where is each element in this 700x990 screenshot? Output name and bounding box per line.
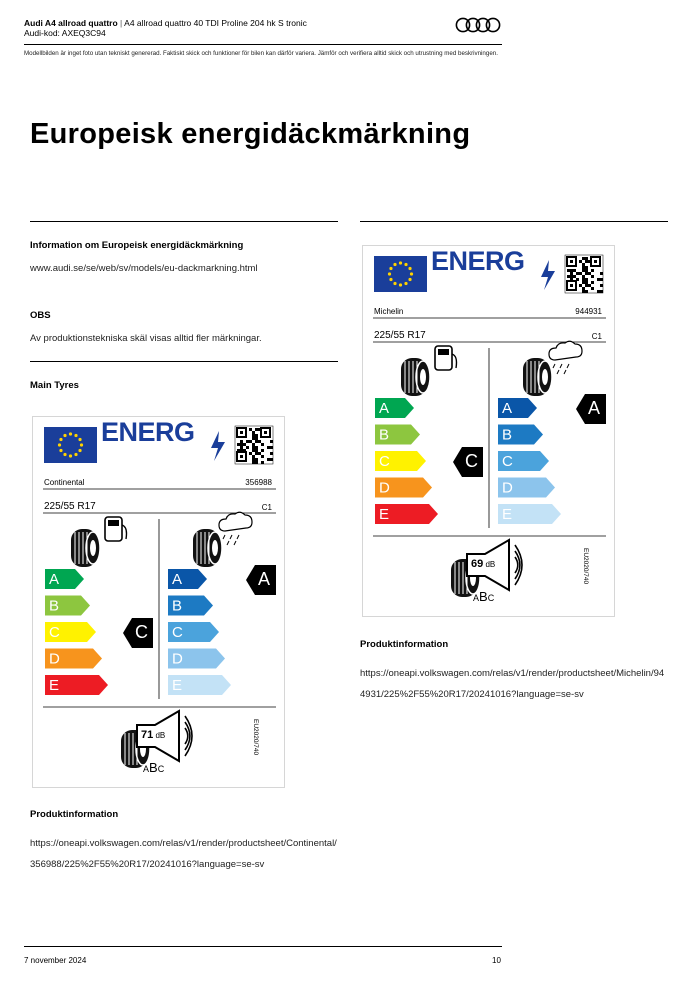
- scale-letter: E: [379, 506, 390, 523]
- product-info-heading: Produktinformation: [30, 809, 119, 820]
- footer-divider: [24, 946, 502, 947]
- fuel-efficiency-scale: [45, 569, 153, 695]
- fuel-pump-icon: [105, 517, 127, 541]
- wet-grip-scale: [168, 565, 276, 695]
- lightning-icon: [541, 260, 555, 290]
- scale-letter: D: [49, 650, 60, 668]
- fuel-efficiency-scale: [375, 398, 483, 524]
- lightning-icon: [211, 431, 225, 461]
- rating-letter: A: [258, 569, 271, 589]
- product-info-link[interactable]: https://oneapi.volkswagen.com/relas/v1/render/productsheet/Michelin/944931/225%2F55%20R17/20241016?language=se-sv: [360, 668, 665, 700]
- info-heading: Information om Europeisk energidäckmärkning: [30, 240, 244, 251]
- regulation-number: EU2020/740: [252, 719, 259, 756]
- model-detail: A4 allroad quattro 40 TDI Proline 204 hk S tronic: [124, 18, 307, 28]
- scale-letter: E: [172, 677, 183, 694]
- tyre-brand: Michelin: [374, 307, 404, 316]
- noise-class: [143, 760, 165, 775]
- scale-letter: B: [502, 426, 513, 444]
- article-number: 944931: [575, 307, 602, 316]
- footer-date: 7 november 2024: [24, 956, 87, 965]
- regulation-number: EU2020/740: [582, 548, 589, 585]
- noise-class-letter: A: [473, 593, 480, 603]
- tyre-class: C1: [591, 332, 602, 341]
- qr-code-icon: [235, 426, 273, 464]
- tyre-class: C1: [261, 503, 272, 512]
- qr-code-icon: [565, 255, 603, 293]
- noise-value: [141, 730, 165, 741]
- section-divider: [30, 361, 338, 362]
- fuel-pump-icon: [435, 346, 457, 370]
- scale-letter: D: [379, 479, 390, 497]
- obs-text: Av produktionstekniska skäl visas alltid fler märkningar.: [30, 333, 262, 344]
- header-divider: [24, 44, 502, 45]
- main-tyres-heading: Main Tyres: [30, 380, 79, 391]
- noise-class: [473, 589, 495, 604]
- page-number: 10: [492, 956, 501, 965]
- audi-code: Audi-kod: AXEQ3C94: [24, 28, 106, 38]
- energ-logo-text: ENERG: [101, 417, 195, 447]
- scale-letter: A: [379, 400, 390, 417]
- obs-heading: OBS: [30, 310, 51, 321]
- scale-letter: B: [49, 597, 60, 615]
- wet-grip-scale: [498, 394, 606, 524]
- scale-letter: D: [172, 650, 183, 668]
- rain-cloud-icon: [219, 512, 252, 545]
- energy-label-continental: [32, 416, 285, 788]
- rating-letter: A: [588, 398, 601, 418]
- noise-db-number: 71: [141, 729, 154, 741]
- eu-flag-icon: [374, 256, 427, 292]
- disclaimer: Modellbilden är inget foto utan tekniskt genererad. Faktiskt skick och funktioner för bilen kan därför variera. Jämför och verifiera alltid skick och utrustning med beskrivningen.: [24, 50, 498, 57]
- model-name: Audi A4 allroad quattro: [24, 18, 118, 28]
- energ-logo-text: ENERG: [431, 246, 525, 276]
- section-divider: [360, 221, 668, 222]
- product-info-link[interactable]: https://oneapi.volkswagen.com/relas/v1/render/productsheet/Continental/356988/225%2F55%20R17/20241016?language=se-sv: [30, 838, 337, 870]
- section-divider: [30, 221, 338, 222]
- scale-letter: C: [502, 453, 513, 470]
- scale-letter: A: [172, 571, 183, 588]
- eu-flag-icon: [44, 427, 97, 463]
- noise-db-unit: dB: [153, 731, 166, 740]
- noise-class-letter: C: [157, 764, 165, 774]
- wet-tyre-icon: [193, 529, 222, 567]
- noise-class-letter: C: [487, 593, 495, 603]
- scale-letter: E: [502, 506, 513, 523]
- scale-letter: D: [502, 479, 513, 497]
- scale-letter: B: [172, 597, 183, 615]
- fuel-tyre-icon: [71, 529, 100, 567]
- tyre-size: 225/55 R17: [44, 501, 96, 512]
- scale-letter: B: [379, 426, 390, 444]
- wet-tyre-icon: [523, 358, 552, 396]
- product-info-heading: Produktinformation: [360, 639, 449, 650]
- rating-letter: C: [135, 622, 148, 642]
- audi-rings-logo-icon: [455, 16, 501, 34]
- tyre-size: 225/55 R17: [374, 330, 426, 341]
- rain-cloud-icon: [549, 341, 582, 374]
- tyre-brand: Continental: [44, 478, 85, 487]
- fuel-tyre-icon: [401, 358, 430, 396]
- scale-letter: C: [172, 624, 183, 641]
- page-title: Europeisk energidäckmärkning: [30, 118, 471, 150]
- noise-class-letter: B: [479, 589, 488, 604]
- header-separator: |: [120, 18, 125, 28]
- noise-class-letter: A: [143, 764, 150, 774]
- noise-db-unit: dB: [483, 560, 496, 569]
- scale-letter: E: [49, 677, 60, 694]
- scale-letter: C: [379, 453, 390, 470]
- rating-letter: C: [465, 451, 478, 471]
- scale-letter: A: [49, 571, 60, 588]
- energy-label-michelin: [362, 245, 615, 617]
- article-number: 356988: [245, 478, 272, 487]
- noise-value: [471, 559, 495, 570]
- scale-letter: A: [502, 400, 513, 417]
- scale-letter: C: [49, 624, 60, 641]
- info-link[interactable]: www.audi.se/se/web/sv/models/eu-dackmarkning.html: [30, 263, 258, 274]
- noise-class-letter: B: [149, 760, 158, 775]
- noise-db-number: 69: [471, 558, 484, 570]
